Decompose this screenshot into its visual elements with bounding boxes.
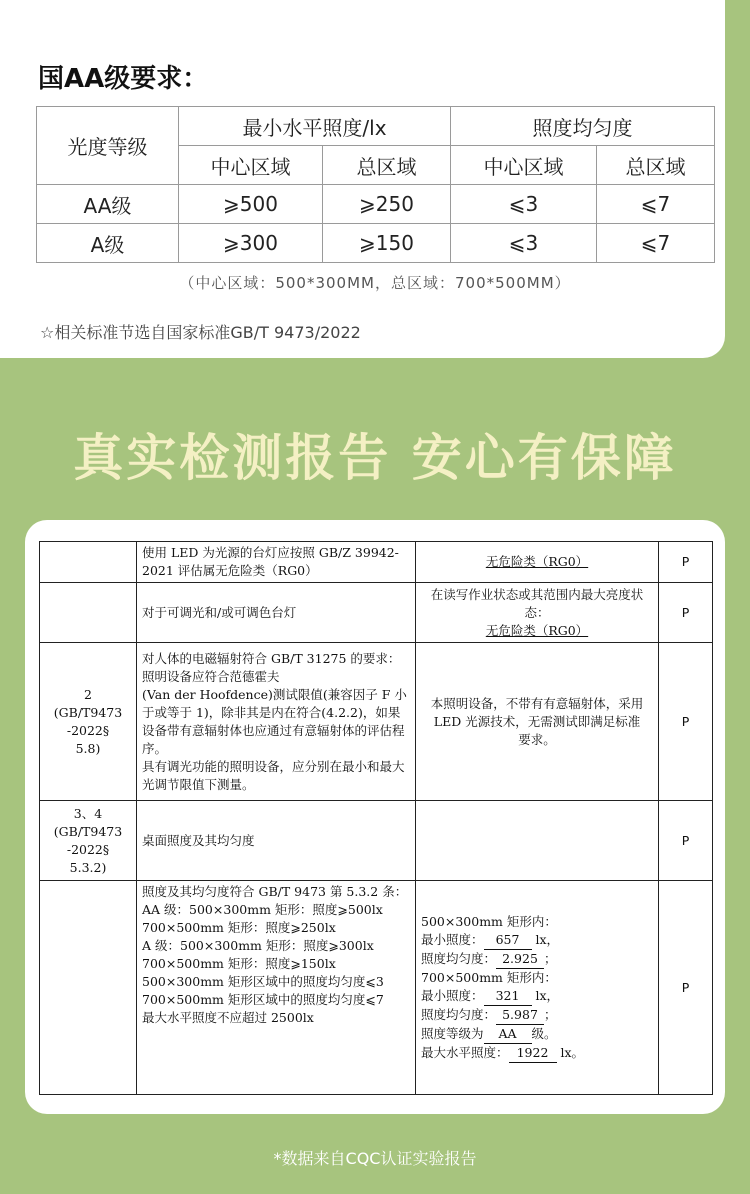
result-text: 700×500mm 矩形内： (421, 969, 557, 985)
requirement-cell: 对人体的电磁辐射符合 GB/T 31275 的要求：照明设备应符合范德霍夫 (Van der Hoofdence)测试限值(兼容因子 F 小于或等于 1)，除非其是内在符合(4.2.2)，如果设备带有意辐射体也应通过有意辐射体的评估程序。 具有调光功能的照明设备，应分别在最小和最大光调节限值下测量。 (137, 643, 416, 801)
value-cell: ⩽7 (597, 185, 715, 224)
measured-value: 2.925 (496, 950, 544, 969)
grade-cell: A级 (37, 224, 179, 263)
verdict-cell: P (659, 583, 713, 643)
verdict-cell: P (659, 542, 713, 583)
header-total-area: 总区域 (323, 146, 451, 185)
requirement-cell: 桌面照度及其均匀度 (137, 801, 416, 881)
clause-cell: 2 (GB/T9473 -2022§ 5.8) (40, 643, 137, 801)
table-row (37, 185, 715, 224)
result-text: 无危险类（RG0） (485, 554, 589, 569)
measured-value: 5.987 (496, 1006, 544, 1025)
value-cell: ⩾150 (323, 224, 451, 263)
value-cell: ⩽3 (451, 185, 597, 224)
table-row (40, 542, 713, 583)
clause-cell (40, 583, 137, 643)
requirement-cell: 使用 LED 为光源的台灯应按照 GB/Z 39942-2021 评估属无危险类（RG0） (137, 542, 416, 583)
report-table (39, 541, 713, 1095)
unit-label: lx。 (560, 1044, 585, 1060)
section-title: 国AA级要求： (38, 64, 209, 94)
headline: 真实检测报告 安心有保障 (73, 429, 677, 487)
value-cell: ⩾300 (179, 224, 323, 263)
clause-cell: 3、4 (GB/T9473 -2022§ 5.3.2) (40, 801, 137, 881)
result-label: 照度均匀度： (421, 950, 497, 966)
verdict-cell: P (659, 801, 713, 881)
grade-cell: AA级 (37, 185, 179, 224)
clause-cell (40, 881, 137, 1095)
table-row (40, 643, 713, 801)
value-cell: ⩽3 (451, 224, 597, 263)
value-cell: ⩾250 (323, 185, 451, 224)
table-row (37, 224, 715, 263)
area-note: （中心区域：500*300MM，总区域：700*500MM） (179, 274, 571, 292)
result-text: 无危险类（RG0） (485, 622, 589, 638)
unit-label: lx， (535, 987, 560, 1003)
result-label: 最大水平照度： (421, 1044, 509, 1060)
measured-value: AA (484, 1025, 532, 1044)
result-label: 照度等级为 (421, 1025, 484, 1041)
punct: ； (544, 1006, 557, 1022)
result-text: 在读写作业状态或其范围内最大亮度状态： (430, 586, 644, 620)
header-total-area: 总区域 (597, 146, 715, 185)
result-cell (416, 801, 659, 881)
result-cell (416, 583, 659, 643)
result-text: 500×300mm 矩形内： (421, 913, 557, 929)
value-cell: ⩾500 (179, 185, 323, 224)
header-min-illuminance: 最小水平照度/lx (179, 107, 451, 146)
clause-cell (40, 542, 137, 583)
table-row (40, 881, 713, 1095)
punct: ； (544, 950, 557, 966)
requirement-cell: 对于可调光和/或可调色台灯 (137, 583, 416, 643)
measured-value: 321 (484, 987, 532, 1006)
verdict-cell: P (659, 643, 713, 801)
result-label: 最小照度： (421, 931, 484, 947)
value-cell: ⩽7 (597, 224, 715, 263)
measured-value: 657 (484, 931, 532, 950)
source-note: ☆相关标准节选自国家标准GB/T 9473/2022 (40, 323, 361, 342)
result-label: 照度均匀度： (421, 1006, 497, 1022)
standard-table (36, 106, 715, 263)
header-uniformity: 照度均匀度 (451, 107, 715, 146)
result-label: 最小照度： (421, 987, 484, 1003)
table-row (40, 583, 713, 643)
header-center-area: 中心区域 (451, 146, 597, 185)
requirement-cell: 照度及其均匀度符合 GB/T 9473 第 5.3.2 条： AA 级：500×300mm 矩形：照度⩾500lx 700×500mm 矩形：照度⩾250lx A 级：500×300mm 矩形：照度⩾300lx 700×500mm 矩形：照度⩾150lx 500×300mm 矩形区域中的照度均匀度⩽3 700×500mm 矩形区域中的照度均匀度⩽7 最大水平照度不应超过 2500lx (137, 881, 416, 1095)
result-cell (416, 542, 659, 583)
footnote: *数据来自CQC认证实验报告 (273, 1149, 477, 1168)
result-cell (416, 881, 659, 1095)
measured-value: 1922 (509, 1044, 557, 1063)
result-cell: 本照明设备，不带有有意辐射体，采用 LED 光源技术，无需测试即满足标准要求。 (416, 643, 659, 801)
header-center-area: 中心区域 (179, 146, 323, 185)
header-grade: 光度等级 (37, 107, 179, 185)
verdict-cell: P (659, 881, 713, 1095)
unit-label: 级。 (531, 1025, 557, 1041)
table-row (40, 801, 713, 881)
unit-label: lx， (535, 931, 560, 947)
